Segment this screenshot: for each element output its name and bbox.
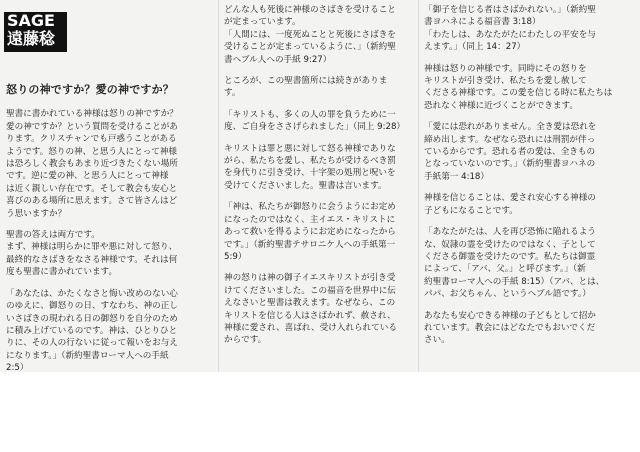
paragraph: どんな人も死後に神様のさばきを受けること が定まっています。 「人間には、一度死ぬことと死後にさばきを 受けることが定まっているように、」（新約聖 書ヘブル人への手紙 9:27）	[224, 5, 396, 65]
article-heading: 怒りの神ですか？愛の神ですか？	[6, 83, 174, 96]
paragraph: 神様は怒りの神様です。同時にその怒りを キリストが引き受け、私たちを愛し赦して くださる神様です。この愛を信じる時に私たちは 恐れなく神様に近づくことができます。	[424, 63, 613, 111]
paragraph: 神様を信じることは、愛され安心する神様の 子どもになることです。	[424, 193, 596, 216]
scripture-quote: 「愛には恐れがありません。全き愛は恐れを 締め出します。なぜなら恐れには刑罰が伴っ ているからです。恐れる者の愛は、全きもの となっていないのです。」（新約聖書ヨハネの 手紙第一 4:18）	[424, 122, 597, 182]
masthead-author: 遠藤稔	[7, 29, 56, 48]
masthead-logo	[4, 12, 67, 52]
article-column-1	[6, 84, 216, 372]
column-divider	[418, 0, 419, 372]
masthead-title: SAGE	[7, 11, 55, 30]
scripture-quote: 「キリストも、多くの人の罪を負うために一 度、ご自身をささげられました」（同上 9:28）	[224, 109, 406, 133]
paragraph: キリストは罪と悪に対して怒る神様でありな がら、私たちを愛し、私たちが受けるべき罰 を身代りに引き受け、十字架の処刑と呪いを 受けてくださいました。聖書は言います。	[224, 143, 396, 191]
paragraph: 聖書の答えは両方です。 まず、神様は明らかに罪や悪に対して怒り、 最終的なさばきをなさる神様です。それは何 度も聖書に書かれています。	[6, 230, 178, 278]
article-column-2	[224, 4, 412, 356]
paragraph: 聖書に書かれている神様は怒りの神ですか？ 愛の神ですか？という質問を受けることがあ ります。クリスチャンでも戸惑うことがある ようです。怒りの神、と思う人にとって神様 は恐ろしく教会もあまり近づきたくない場所 です。逆に愛の神、と思う人にとって神様 は近く親しい存在です。そして教会も安心と 喜びのある場所に思えます。さて皆さんはど う思いますか？	[6, 109, 178, 219]
scripture-quote: 「あなたは、かたくなさと悔い改めのない心 のゆえに、御怒りの日、すなわち、神の正し いさばきの現われる日の御怒りを自分のため に積み上げているのです。神は、ひとりひと りに、その人の行ないに従って報いをお与え になります。」（新約聖書ローマ人への手紙 2:5）	[6, 288, 178, 372]
article-column-3	[424, 4, 624, 356]
paragraph: ところが、この聖書箇所には続きがありま す。	[224, 76, 388, 99]
paragraph: 神の怒りは神の御子イエスキリストが引き受 けてくださいました。この福音を世界中に伝 えなさいと聖書は教えます。なぜなら、この キリストを信じる人はさばかれず、赦され、 神様に愛され、喜ばれ、受け入れられている からです。	[224, 273, 397, 346]
scripture-quote: 「御子を信じる者はさばかれない。」（新約聖 書ヨハネによる福音書 3:18） 「わたしは、あなたがたにわたしの平安を与 えます。」（同上 14：27）	[424, 5, 596, 53]
column-divider	[218, 0, 219, 372]
paragraph: あなたも安心できる神様の子どもとして招か れています。教会にはどなたでもおいでくだ さい。	[424, 310, 596, 346]
scripture-quote: 「神は、私たちが御怒りに会うようにお定め になったのではなく、主イエス・キリストに あって救いを得るようにお定めになったから です。」（新約聖書テサロニケ人への手紙第一 5:9）	[224, 202, 396, 262]
scripture-quote: 「あなたがたは、人を再び恐怖に陥れるよう な、奴隷の霊を受けたのではなく、子として くださる御霊を受けたのです。私たちは御霊 によって、「アバ、父。」と呼びます。」（新 約聖書ローマ人への手紙 8:15）（アバ、とは、 パパ、お父ちゃん、というヘブル語です。）	[424, 227, 605, 300]
